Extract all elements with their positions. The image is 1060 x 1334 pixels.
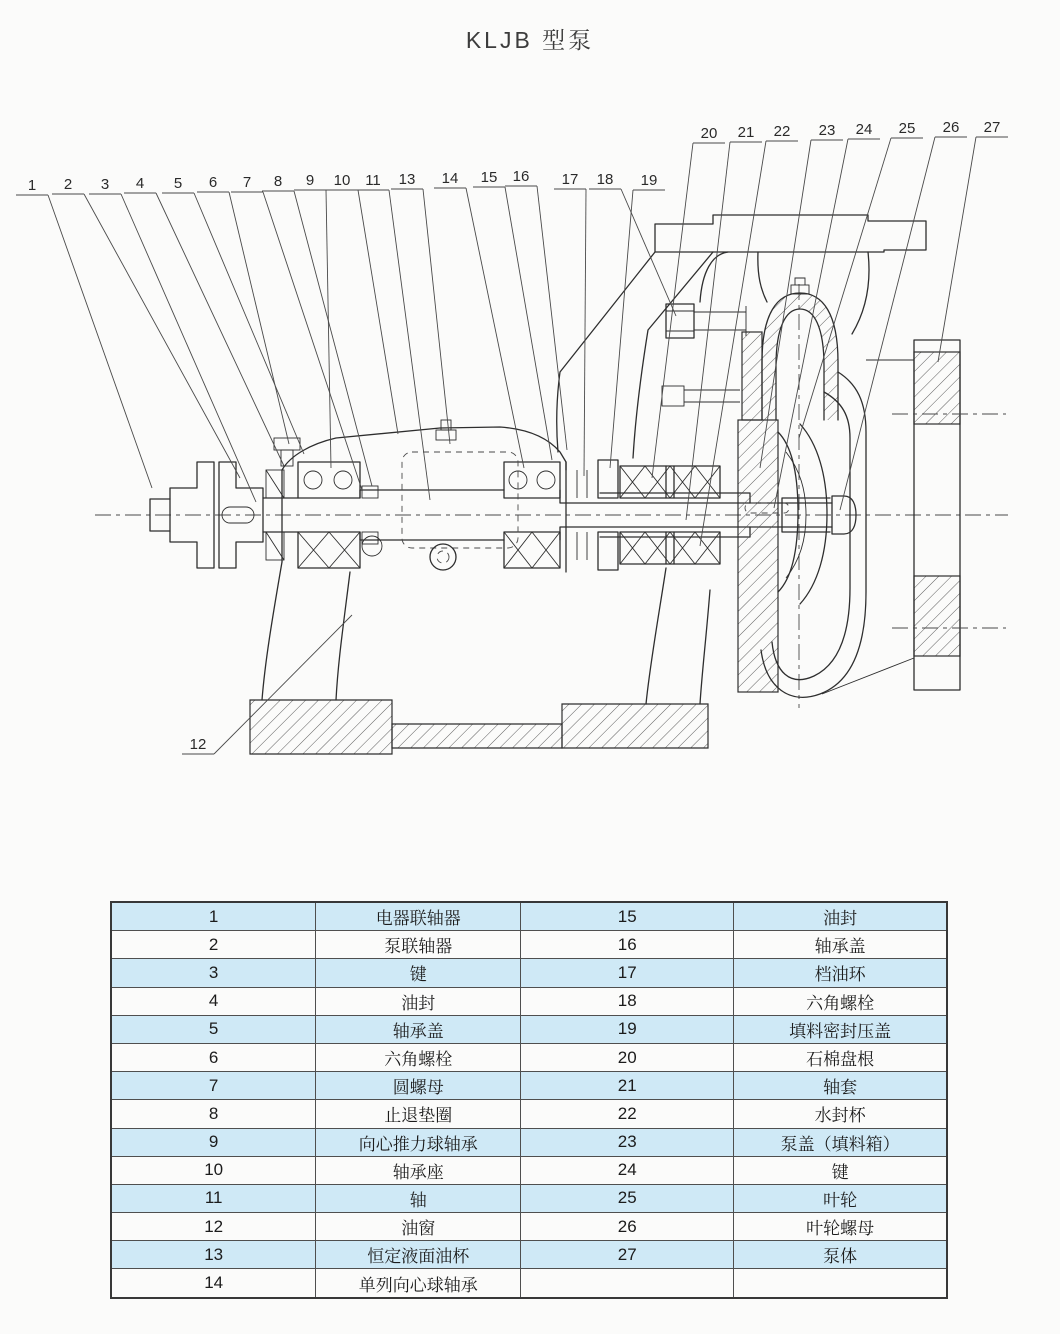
callout-leader-line	[466, 188, 524, 468]
part-number: 12	[111, 1213, 316, 1241]
callout-11	[357, 172, 430, 500]
part-number: 18	[521, 987, 734, 1015]
gland-bolts	[662, 304, 746, 406]
oil-cup	[436, 430, 456, 440]
part-number: 19	[521, 1015, 734, 1043]
callout-number: 11	[365, 172, 381, 189]
table-row	[111, 987, 947, 1015]
part-name: 轴承盖	[734, 931, 947, 959]
part-name: 轴套	[734, 1072, 947, 1100]
part-name: 单列向心球轴承	[316, 1269, 521, 1298]
part-number: 8	[111, 1100, 316, 1128]
part-name: 六角螺栓	[316, 1043, 521, 1071]
callout-number: 1	[27, 177, 37, 194]
part-name: 圆螺母	[316, 1072, 521, 1100]
part-name	[734, 1269, 947, 1298]
callout-number: 2	[63, 176, 73, 193]
callout-leader-line	[48, 195, 152, 488]
bearing-housing	[274, 420, 566, 572]
table-row	[111, 1156, 947, 1184]
table-row	[111, 1184, 947, 1212]
callout-leader-line	[358, 190, 398, 434]
callout-leader-line	[156, 193, 284, 466]
callout-number: 12	[189, 736, 207, 753]
callout-leader-line	[423, 189, 450, 444]
part-number: 26	[521, 1213, 734, 1241]
part-number: 2	[111, 931, 316, 959]
part-number: 3	[111, 959, 316, 987]
part-name: 键	[316, 959, 521, 987]
callout-number: 4	[135, 175, 145, 192]
part-name: 轴	[316, 1184, 521, 1212]
part-name: 止退垫圈	[316, 1100, 521, 1128]
callout-number: 10	[333, 172, 351, 189]
callout-9	[294, 172, 331, 468]
callout-number: 21	[737, 124, 755, 141]
callout-number: 26	[942, 119, 960, 136]
part-name: 泵联轴器	[316, 931, 521, 959]
callout-leader-line	[652, 143, 693, 478]
callout-number: 6	[208, 174, 218, 191]
table-row	[111, 1213, 947, 1241]
callout-number: 23	[818, 122, 836, 139]
drain-plug	[362, 536, 382, 556]
part-number: 4	[111, 987, 316, 1015]
part-number: 1	[111, 902, 316, 931]
table-row	[111, 1015, 947, 1043]
part-name: 恒定液面油杯	[316, 1241, 521, 1269]
callout-leader-line	[537, 186, 567, 450]
part-number	[521, 1269, 734, 1298]
round-nut	[362, 486, 378, 498]
table-row	[111, 1269, 947, 1298]
part-number: 27	[521, 1241, 734, 1269]
lock-washer	[362, 532, 378, 544]
table-row	[111, 959, 947, 987]
part-name: 水封杯	[734, 1100, 947, 1128]
callout-number: 25	[898, 120, 916, 137]
table-row	[111, 1043, 947, 1071]
part-number: 7	[111, 1072, 316, 1100]
part-number: 13	[111, 1241, 316, 1269]
callout-number: 17	[561, 171, 579, 188]
part-number: 5	[111, 1015, 316, 1043]
part-name: 六角螺栓	[734, 987, 947, 1015]
callout-7	[231, 174, 362, 490]
centerlines	[95, 284, 1008, 708]
callout-20	[652, 125, 725, 478]
callout-number: 3	[100, 176, 110, 193]
callout-number: 18	[596, 171, 614, 188]
callout-leader-line	[610, 190, 633, 468]
part-number: 17	[521, 959, 734, 987]
callout-17	[554, 171, 586, 476]
part-number: 21	[521, 1072, 734, 1100]
callout-2	[52, 176, 240, 478]
callout-3	[89, 176, 256, 502]
callout-leader-line	[938, 137, 976, 362]
callout-10	[326, 172, 398, 434]
callout-layer	[16, 119, 1008, 754]
part-number: 11	[111, 1184, 316, 1212]
callout-leader-line	[584, 189, 586, 476]
part-name: 填料密封压盖	[734, 1015, 947, 1043]
part-number: 22	[521, 1100, 734, 1128]
part-number: 23	[521, 1128, 734, 1156]
part-name: 泵体	[734, 1241, 947, 1269]
hex-bolt-cover	[274, 438, 300, 450]
table-row	[111, 1241, 947, 1269]
callout-1	[16, 177, 152, 488]
part-name: 叶轮	[734, 1184, 947, 1212]
part-name: 键	[734, 1156, 947, 1184]
callout-16	[505, 168, 567, 450]
part-number: 14	[111, 1269, 316, 1298]
part-name: 泵盖（填料箱）	[734, 1128, 947, 1156]
callout-8	[262, 173, 372, 486]
callout-leader-line	[389, 190, 430, 500]
callout-number: 8	[273, 173, 283, 190]
callout-number: 20	[700, 125, 718, 142]
table-row	[111, 931, 947, 959]
table-row	[111, 1100, 947, 1128]
callout-leader-line	[840, 137, 935, 510]
pump-base	[250, 562, 710, 754]
callout-number: 7	[242, 174, 252, 191]
part-number: 6	[111, 1043, 316, 1071]
part-name: 电器联轴器	[316, 902, 521, 931]
page-title: KLJB 型泵	[465, 27, 595, 53]
oil-chamber	[402, 452, 518, 548]
callout-25	[799, 120, 923, 438]
part-number: 20	[521, 1043, 734, 1071]
callout-leader-line	[294, 191, 372, 486]
callout-leader-line	[121, 194, 256, 502]
callout-number: 5	[173, 175, 183, 192]
part-name: 叶轮螺母	[734, 1213, 947, 1241]
callout-leader-line	[84, 194, 240, 478]
callout-26	[840, 119, 967, 510]
part-number: 10	[111, 1156, 316, 1184]
callout-27	[938, 119, 1008, 362]
callout-number: 9	[305, 172, 315, 189]
packing-gland	[598, 460, 618, 498]
part-name: 向心推力球轴承	[316, 1128, 521, 1156]
part-number: 15	[521, 902, 734, 931]
table-row	[111, 902, 947, 931]
callout-number: 13	[398, 171, 416, 188]
callout-number: 16	[512, 168, 530, 185]
callout-number: 15	[480, 169, 498, 186]
callout-number: 19	[640, 172, 658, 189]
part-name: 档油环	[734, 959, 947, 987]
part-number: 16	[521, 931, 734, 959]
callout-number: 14	[441, 170, 459, 187]
part-number: 24	[521, 1156, 734, 1184]
callout-5	[162, 175, 304, 454]
callout-13	[391, 171, 450, 444]
callout-number: 24	[855, 121, 873, 138]
part-name: 油窗	[316, 1213, 521, 1241]
part-name: 石棉盘根	[734, 1043, 947, 1071]
impeller	[778, 424, 856, 604]
parts-table	[110, 901, 948, 1299]
parts-table-body	[111, 902, 947, 1298]
callout-leader-line	[799, 138, 891, 438]
table-row	[111, 1128, 947, 1156]
callout-number: 22	[773, 123, 791, 140]
part-number: 25	[521, 1184, 734, 1212]
packing-area	[577, 460, 750, 570]
part-name: 轴承盖	[316, 1015, 521, 1043]
callout-leader-line	[229, 192, 289, 444]
part-name: 油封	[316, 987, 521, 1015]
table-row	[111, 1072, 947, 1100]
callout-leader-line	[194, 193, 304, 454]
callout-number: 27	[983, 119, 1001, 136]
part-name: 油封	[734, 902, 947, 931]
callout-leader-line	[505, 187, 552, 460]
part-number: 9	[111, 1128, 316, 1156]
part-name: 轴承座	[316, 1156, 521, 1184]
callout-leader-line	[774, 139, 848, 508]
